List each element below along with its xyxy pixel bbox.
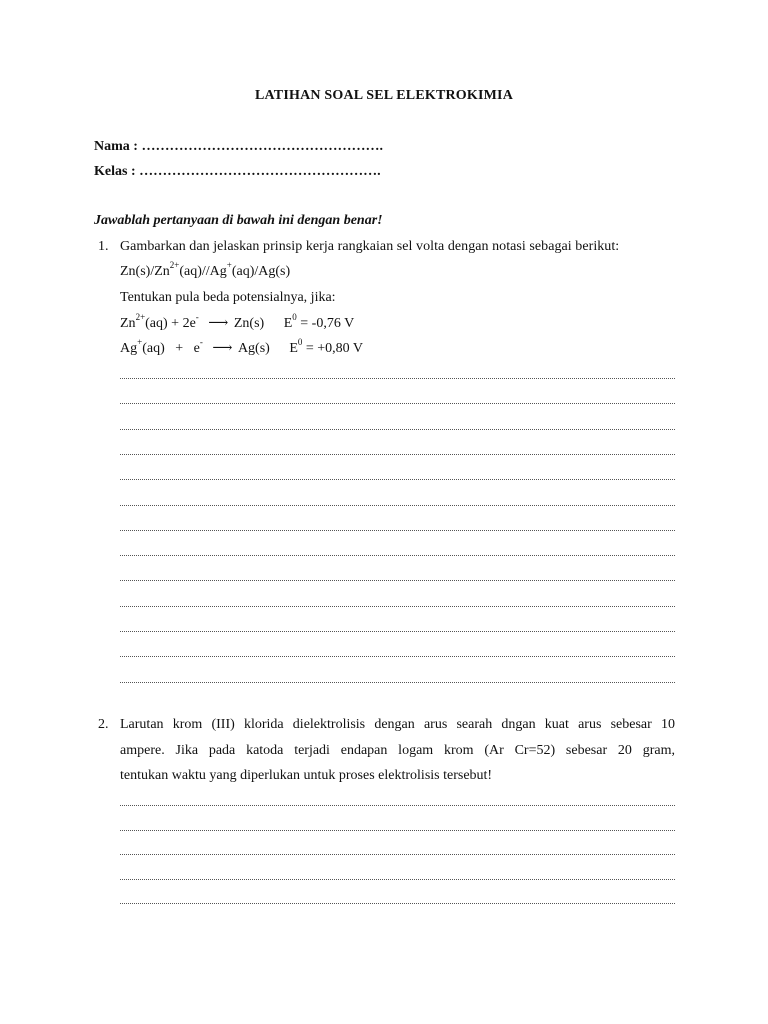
question-1-text: Gambarkan dan jelaskan prinsip kerja rangkaian sel volta dengan notasi sebagai berikut:: [120, 239, 620, 254]
answer-line[interactable]: [120, 606, 675, 607]
question-1-notation: $Zn(s)/Zn^{2+}(aq)//Ag^+(aq)/Ag(s)$: [120, 260, 291, 279]
answer-line[interactable]: [120, 854, 675, 855]
answer-line[interactable]: [120, 656, 675, 657]
answer-line[interactable]: [120, 505, 675, 506]
answer-line[interactable]: [120, 631, 675, 632]
answer-line[interactable]: [120, 580, 675, 581]
nama-label: Nama :: [94, 139, 138, 154]
question-2-line-3: tentukan waktu yang diperlukan untuk proses elektrolisis tersebut!: [120, 768, 493, 783]
answer-line[interactable]: [120, 454, 675, 455]
nama-blank[interactable]: …………………………………………….: [141, 139, 383, 154]
answer-line[interactable]: [120, 555, 675, 556]
question-2-number: 2.: [98, 717, 109, 732]
answer-line[interactable]: [120, 403, 675, 404]
page-title: LATIHAN SOAL SEL ELEKTROKIMIA: [255, 88, 513, 103]
answer-line[interactable]: [120, 879, 675, 880]
question-2-line-2: ampere. Jika pada katoda terjadi endapan logam krom (Ar Cr=52) sebesar 20 gram,: [120, 743, 675, 758]
question-1-subtext: Tentukan pula beda potensialnya, jika:: [120, 290, 336, 305]
reaction-1: $Zn^{2+}(aq) + 2e^-$ ⟶ Zn(s) $E^0 = -0,76$ V: [120, 312, 355, 331]
question-2-line-1: Larutan krom (III) klorida dielektrolisis dengan arus searah dngan kuat arus sebesar 10: [120, 717, 675, 732]
answer-line[interactable]: [120, 682, 675, 683]
question-1-number: 1.: [98, 239, 109, 254]
answer-line[interactable]: [120, 830, 675, 831]
answer-line[interactable]: [120, 530, 675, 531]
answer-line[interactable]: [120, 429, 675, 430]
answer-line[interactable]: [120, 479, 675, 480]
nama-field[interactable]: [94, 139, 383, 155]
kelas-blank[interactable]: …………………………………………….: [139, 164, 381, 179]
kelas-label: Kelas :: [94, 164, 136, 179]
arrow-icon: ⟶: [208, 316, 229, 331]
answer-line[interactable]: [120, 805, 675, 806]
reaction-2: Ag+(aq) + e- ⟶ Ag(s) $E^0 = +0,80$ V: [120, 337, 364, 356]
instruction-text: Jawablah pertanyaan di bawah ini dengan benar!: [94, 213, 383, 228]
kelas-field[interactable]: [94, 164, 381, 180]
answer-line[interactable]: [120, 378, 675, 379]
answer-line[interactable]: [120, 903, 675, 904]
arrow-icon: ⟶: [212, 341, 233, 356]
